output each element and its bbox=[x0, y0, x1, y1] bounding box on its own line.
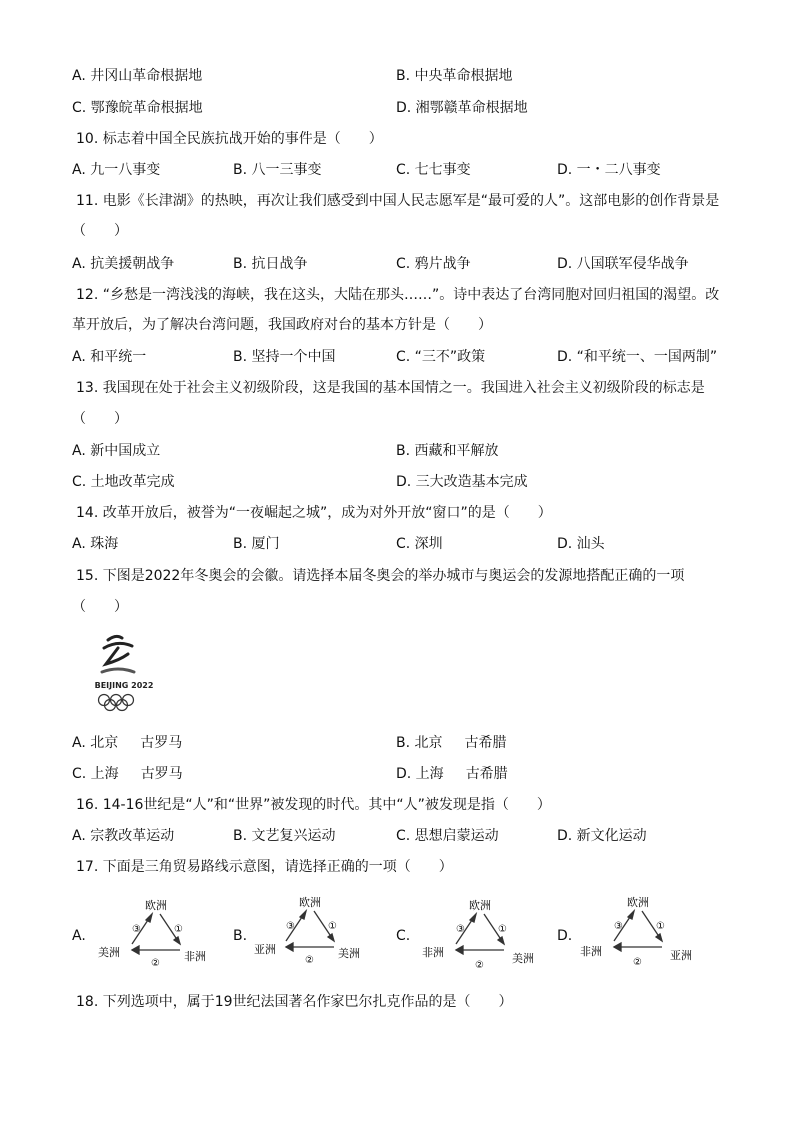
beijing-2022-emblem bbox=[88, 630, 160, 712]
option-d-diagram[interactable] bbox=[578, 893, 702, 969]
option-d[interactable]: D. 八国联军侵华战争 bbox=[557, 256, 689, 272]
node-left: 非洲 bbox=[580, 945, 602, 958]
route-1: ① bbox=[174, 924, 183, 935]
route-2: ② bbox=[633, 957, 642, 968]
route-1: ① bbox=[498, 924, 507, 935]
option-c[interactable]: C. 土地改革完成 bbox=[72, 474, 175, 490]
node-left: 非洲 bbox=[422, 946, 444, 959]
question-stem-cont: 革开放后，为了解决台湾问题，我国政府对台的基本方针是（ ） bbox=[72, 317, 492, 333]
option-c[interactable]: C. “三不”政策 bbox=[396, 349, 486, 365]
option-c-label[interactable]: C. bbox=[396, 928, 411, 944]
route-2: ② bbox=[305, 955, 314, 966]
question-stem: 16. 14-16世纪是“人”和“世界”被发现的时代。其中“人”被发现是指（ ） bbox=[76, 797, 551, 813]
answer-blank: （ ） bbox=[72, 223, 128, 239]
option-a[interactable]: A. 珠海 bbox=[72, 536, 119, 552]
route-2: ② bbox=[151, 958, 160, 969]
option-b[interactable]: B. 中央革命根据地 bbox=[396, 68, 513, 84]
option-d[interactable] bbox=[396, 765, 508, 783]
question-stem: 11. 电影《长津湖》的热映，再次让我们感受到中国人民志愿军是“最可爱的人”。这部电影的创作背景是 bbox=[76, 193, 720, 209]
question-stem: 12. “乡愁是一湾浅浅的海峡，我在这头，大陆在那头……”。诗中表达了台湾同胞对回归祖国的渴望。改 bbox=[76, 287, 720, 303]
route-2: ② bbox=[475, 960, 484, 971]
answer-blank: （ ） bbox=[72, 411, 128, 427]
node-top: 欧洲 bbox=[469, 899, 491, 912]
node-top: 欧洲 bbox=[627, 896, 649, 909]
option-c-diagram[interactable] bbox=[420, 896, 544, 972]
node-top: 欧洲 bbox=[299, 896, 321, 909]
option-c[interactable]: C. 鄂豫皖革命根据地 bbox=[72, 100, 203, 116]
question-stem: 15. 下图是2022年冬奥会的会徽。请选择本届冬奥会的举办城市与奥运会的发源地搭配正确的一项 bbox=[76, 568, 685, 584]
node-left: 亚洲 bbox=[254, 943, 276, 956]
question-stem: 17. 下面是三角贸易路线示意图，请选择正确的一项（ ） bbox=[76, 859, 453, 875]
option-b[interactable]: B. 文艺复兴运动 bbox=[233, 828, 336, 844]
option-a-city: A. 北京 bbox=[72, 735, 119, 751]
option-b[interactable]: B. 坚持一个中国 bbox=[233, 349, 336, 365]
option-a-diagram[interactable] bbox=[96, 896, 216, 972]
option-b[interactable]: B. 厦门 bbox=[233, 536, 280, 552]
question-stem: 13. 我国现在处于社会主义初级阶段，这是我国的基本国情之一。我国进入社会主义初级阶段的标志是 bbox=[76, 380, 705, 396]
route-1: ① bbox=[328, 921, 337, 932]
option-b[interactable]: B. 抗日战争 bbox=[233, 256, 308, 272]
question-stem: 10. 标志着中国全民族抗战开始的事件是（ ） bbox=[76, 131, 383, 147]
node-right: 亚洲 bbox=[670, 949, 692, 962]
route-3: ③ bbox=[286, 921, 295, 932]
option-c[interactable]: C. 思想启蒙运动 bbox=[396, 828, 499, 844]
option-d[interactable]: D. 一・二八事变 bbox=[557, 162, 661, 178]
option-a[interactable]: A. 抗美援朝战争 bbox=[72, 256, 175, 272]
option-d[interactable]: D. 湘鄂赣革命根据地 bbox=[396, 100, 528, 116]
option-d-origin: 古希腊 bbox=[465, 766, 508, 782]
option-a[interactable]: A. 井冈山革命根据地 bbox=[72, 68, 203, 84]
route-3: ③ bbox=[456, 924, 465, 935]
answer-blank: （ ） bbox=[72, 599, 128, 615]
option-c[interactable] bbox=[72, 765, 183, 783]
node-left: 美洲 bbox=[98, 946, 120, 959]
option-b-city: B. 北京 bbox=[396, 735, 443, 751]
option-b[interactable] bbox=[396, 734, 507, 752]
option-a[interactable] bbox=[72, 734, 182, 752]
option-a[interactable]: A. 和平统一 bbox=[72, 349, 147, 365]
olympic-rings-icon bbox=[99, 695, 134, 711]
option-c-origin: 古罗马 bbox=[140, 766, 183, 782]
option-b-origin: 古希腊 bbox=[464, 735, 507, 751]
option-d[interactable]: D. 三大改造基本完成 bbox=[396, 474, 528, 490]
option-a-label[interactable]: A. bbox=[72, 928, 86, 944]
option-d[interactable]: D. 新文化运动 bbox=[557, 828, 647, 844]
node-right: 非洲 bbox=[184, 950, 206, 963]
node-top: 欧洲 bbox=[145, 899, 167, 912]
option-d-label[interactable]: D. bbox=[557, 928, 573, 944]
question-stem: 14. 改革开放后，被誉为“一夜崛起之城”，成为对外开放“窗口”的是（ ） bbox=[76, 505, 552, 521]
option-a[interactable]: A. 新中国成立 bbox=[72, 443, 161, 459]
option-b[interactable]: B. 八一三事变 bbox=[233, 162, 322, 178]
option-d[interactable]: D. 汕头 bbox=[557, 536, 605, 552]
option-c[interactable]: C. 七七事变 bbox=[396, 162, 471, 178]
option-a[interactable]: A. 九一八事变 bbox=[72, 162, 161, 178]
option-a[interactable]: A. 宗教改革运动 bbox=[72, 828, 175, 844]
option-b-diagram[interactable] bbox=[250, 893, 370, 969]
option-d[interactable]: D. “和平统一、一国两制” bbox=[557, 349, 718, 365]
emblem-text: BEIJING 2022 bbox=[94, 681, 154, 690]
question-stem: 18. 下列选项中，属于19世纪法国著名作家巴尔扎克作品的是（ ） bbox=[76, 994, 513, 1010]
option-b[interactable]: B. 西藏和平解放 bbox=[396, 443, 499, 459]
option-c[interactable]: C. 鸦片战争 bbox=[396, 256, 471, 272]
node-right: 美洲 bbox=[338, 947, 360, 960]
route-3: ③ bbox=[614, 921, 623, 932]
emblem-figure-icon bbox=[102, 636, 134, 672]
option-b-label[interactable]: B. bbox=[233, 928, 248, 944]
option-d-city: D. 上海 bbox=[396, 766, 444, 782]
node-right: 美洲 bbox=[512, 952, 534, 965]
route-1: ① bbox=[656, 921, 665, 932]
option-a-origin: 古罗马 bbox=[140, 735, 183, 751]
route-3: ③ bbox=[132, 924, 141, 935]
option-c[interactable]: C. 深圳 bbox=[396, 536, 443, 552]
option-c-city: C. 上海 bbox=[72, 766, 119, 782]
